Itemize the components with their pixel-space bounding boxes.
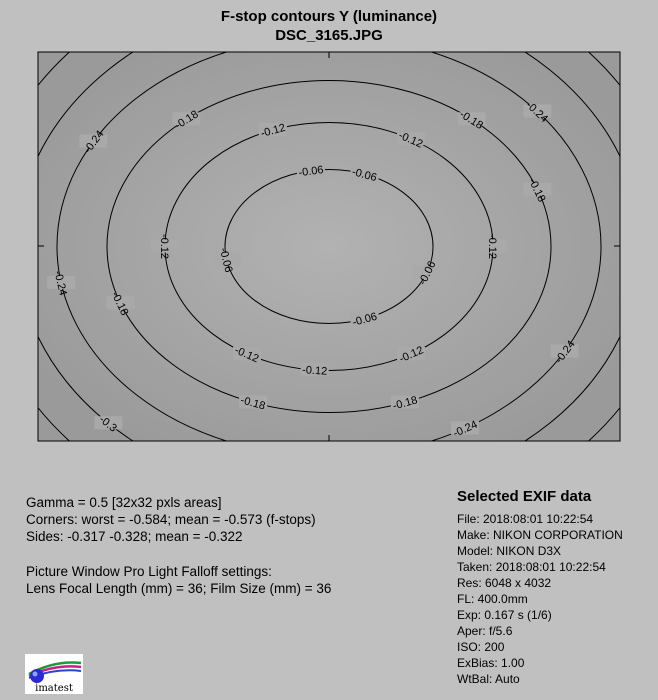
exif-row: ExBias: 1.00 <box>457 656 525 670</box>
contour-label: -0.06 <box>416 259 439 288</box>
exif-header: Selected EXIF data <box>457 488 592 505</box>
contour-label: -0.12 <box>301 364 328 378</box>
exif-row: File: 2018:08:01 10:22:54 <box>457 512 594 526</box>
contour-label: -0.24 <box>81 128 107 156</box>
exif-row: Aper: f/5.6 <box>457 624 513 638</box>
exif-row: Model: NIKON D3X <box>457 544 562 558</box>
contour-label: -0.06 <box>350 166 378 185</box>
contour-label: -0.24 <box>553 338 578 366</box>
contour-label: -0.24 <box>51 269 69 297</box>
contour-label: -0.18 <box>108 289 131 318</box>
contour-label: -0.24 <box>523 99 550 126</box>
contour-label: -0.24 <box>451 418 480 440</box>
logo-text: imatest <box>35 683 73 694</box>
contour-label: -0.06 <box>351 310 379 329</box>
contour-label: -0.18 <box>457 108 485 132</box>
contour-label: -0.12 <box>486 233 498 260</box>
exif-panel <box>457 488 657 687</box>
contour-label: -0.12 <box>158 233 170 260</box>
exif-row: FL: 400.0mm <box>457 592 528 606</box>
contour-label: -0.18 <box>391 394 419 413</box>
contour-label: -0.3 <box>96 413 119 435</box>
exif-row: Make: NIKON CORPORATION <box>457 528 623 542</box>
contour-label: -0.18 <box>239 394 267 413</box>
pwp-settings-line: Picture Window Pro Light Falloff settings: <box>26 564 272 579</box>
contour-label: -0.06 <box>216 246 235 274</box>
lens-settings-line: Lens Focal Length (mm) = 36; Film Size (mm) = 36 <box>26 581 332 596</box>
sides-line: Sides: -0.317 -0.328; mean = -0.322 <box>26 529 243 544</box>
contour-label: -0.18 <box>525 176 548 205</box>
exif-row: WtBal: Auto <box>457 672 520 686</box>
contour-label: -0.12 <box>232 344 261 366</box>
exif-row: Exp: 0.167 s (1/6) <box>457 608 552 622</box>
chart-title: F-stop contours Y (luminance) <box>220 8 438 25</box>
exif-row: ISO: 200 <box>457 640 505 654</box>
imatest-logo-icon <box>25 654 83 694</box>
contour-label: -0.18 <box>173 108 201 132</box>
exif-row: Taken: 2018:08:01 10:22:54 <box>457 560 606 574</box>
contour-label: -0.12 <box>396 129 425 151</box>
chart-subtitle: DSC_3165.JPG <box>275 27 383 44</box>
contour-label: -0.06 <box>297 164 325 180</box>
contour-label: -0.12 <box>259 121 287 141</box>
corners-line: Corners: worst = -0.584; mean = -0.573 (f-stops) <box>26 512 316 527</box>
gamma-line: Gamma = 0.5 [32x32 pxls areas] <box>26 495 222 510</box>
exif-row: Res: 6048 x 4032 <box>457 576 552 590</box>
contour-label: -0.12 <box>397 344 426 366</box>
